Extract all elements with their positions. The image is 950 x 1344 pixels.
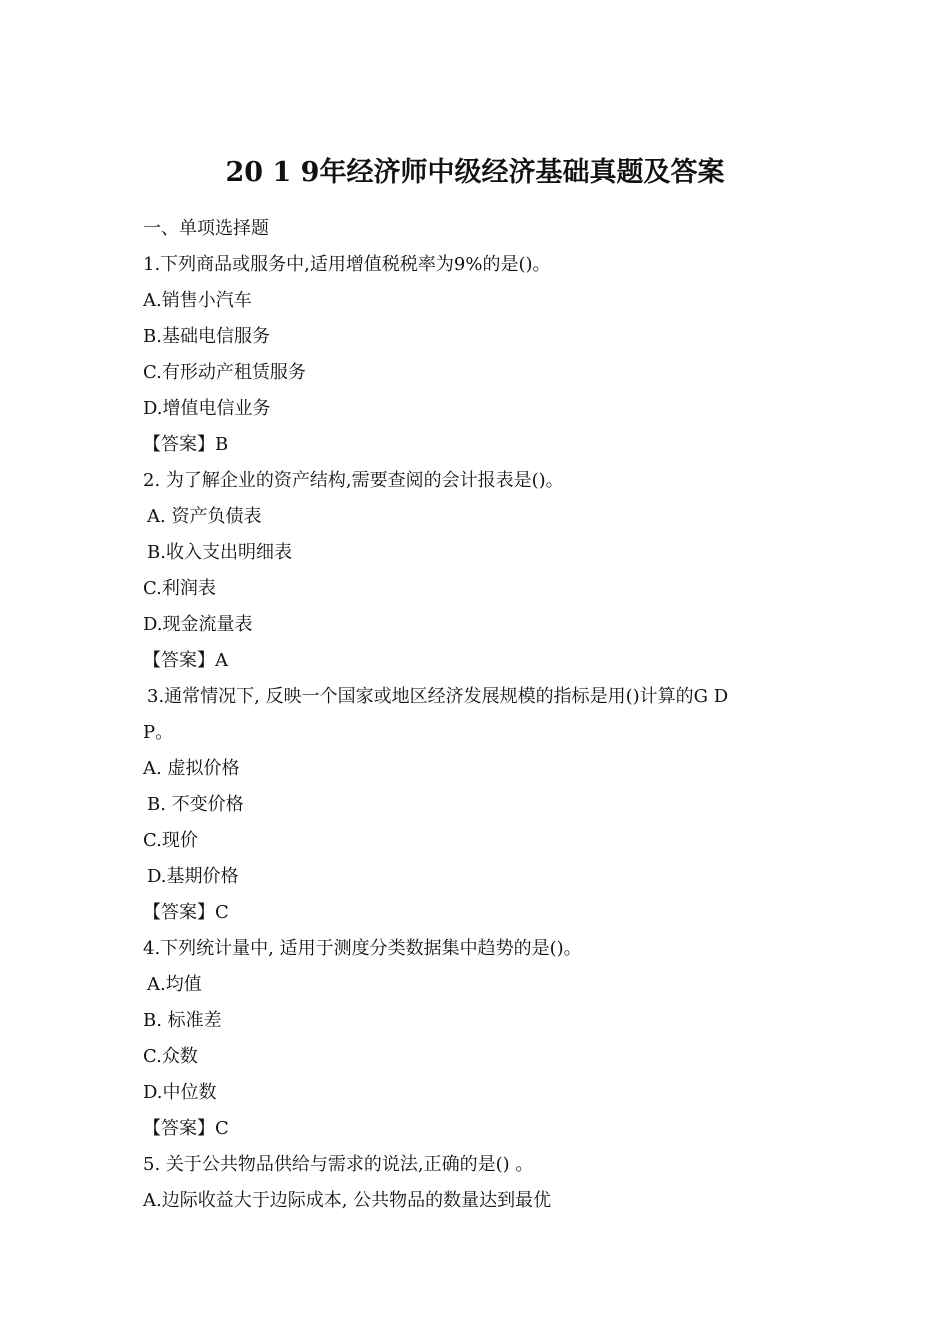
question-3-option-c: C.现价 <box>143 830 198 851</box>
question-2-option-b: B.收入支出明细表 <box>147 542 292 563</box>
question-3-answer: 【答案】C <box>143 902 229 923</box>
question-4-stem: 4.下列统计量中, 适用于测度分类数据集中趋势的是()。 <box>143 938 582 959</box>
document-body <box>143 214 823 1222</box>
question-5-stem: 5. 关于公共物品供给与需求的说法,正确的是() 。 <box>143 1154 534 1175</box>
question-4-option-d: D.中位数 <box>143 1082 217 1103</box>
question-3-stem-continued: P。 <box>143 722 174 743</box>
question-4-option-a: A.均值 <box>147 974 202 995</box>
section-heading: 一、单项选择题 <box>143 218 269 239</box>
question-3-stem: 3.通常情况下, 反映一个国家或地区经济发展规模的指标是用()计算的G D <box>147 686 729 707</box>
document-title: 20 1 9年经济师中级经济基础真题及答案 <box>225 157 725 188</box>
question-4-option-b: B. 标准差 <box>143 1010 222 1031</box>
question-1-option-b: B.基础电信服务 <box>143 326 270 347</box>
question-1-option-c: C.有形动产租赁服务 <box>143 362 306 383</box>
question-2-option-a: A. 资产负债表 <box>147 506 262 527</box>
question-4-answer: 【答案】C <box>143 1118 229 1139</box>
question-2-answer: 【答案】A <box>143 650 228 671</box>
question-3-option-d: D.基期价格 <box>147 866 239 887</box>
question-1-option-a: A.销售小汽车 <box>143 290 252 311</box>
question-3-option-b: B. 不变价格 <box>147 794 244 815</box>
question-1-stem: 1.下列商品或服务中,适用增值税税率为9%的是()。 <box>143 254 551 275</box>
question-1-answer: 【答案】B <box>143 434 229 455</box>
question-2-option-d: D.现金流量表 <box>143 614 253 635</box>
question-1-option-d: D.增值电信业务 <box>143 398 271 419</box>
question-2-option-c: C.利润表 <box>143 578 216 599</box>
question-3-option-a: A. 虚拟价格 <box>143 758 240 779</box>
question-4-option-c: C.众数 <box>143 1046 198 1067</box>
question-2-stem: 2. 为了解企业的资产结构,需要查阅的会计报表是()。 <box>143 470 564 491</box>
question-5-option-a: A.边际收益大于边际成本, 公共物品的数量达到最优 <box>143 1190 552 1211</box>
